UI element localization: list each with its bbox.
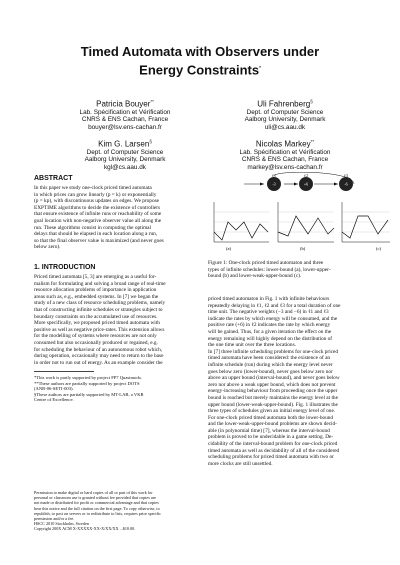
author-email[interactable]: uli@cs.aau.dk: [264, 123, 306, 131]
author-name: Nicolas Markey: [255, 139, 311, 149]
author-name: Uli Fahrenberg: [257, 99, 311, 109]
schedule-panel-a: [214, 202, 269, 251]
abstract-line: in which prices can grow linearly (p = k) or exponentially: [34, 191, 157, 198]
intro-line: that of constructing infinite schedules or strategies subject to: [34, 306, 163, 313]
body-line: bound is reached but merely maintains the energy level at the: [208, 394, 338, 401]
author-affiliation: Lab. Spécification et Vérification: [79, 108, 171, 116]
title-line-2: Energy Constraints: [139, 62, 260, 78]
figure-1: [204, 172, 394, 258]
body-line: zero nor above a weak upper bound, which does not prevent: [208, 381, 336, 388]
intro-line: consumed but also occasionally produced or regained, e.g.: [34, 339, 158, 346]
intro-line: during operation, occasionally may need to return to the base: [34, 353, 164, 360]
intro-line: for the modelling of systems where resources are not only: [34, 333, 157, 340]
author-email[interactable]: bouyer@lsv.ens-cachan.fr: [88, 123, 162, 131]
body-line: more clocks are still unsettled.: [208, 460, 273, 467]
footnote-line: *This work is partly supported by project FP7 Quasimodo.: [34, 375, 143, 380]
author-affiliation: Aalborg University, Denmark: [244, 116, 326, 124]
abstract-line: EXPTIME algorithms to decide the existence of controllers: [34, 204, 161, 211]
author-affiliation: CNRS & ENS Cachan, France: [81, 116, 169, 124]
panel-label: (a): [226, 246, 231, 251]
permission-line: permission and/or a fee.: [34, 516, 75, 522]
author-block-2: Uli Fahrenberg§ Dept. of Computer Science Aalborg University, Denmark uli@cs.aau.dk: [210, 97, 360, 131]
intro-line: resource allocation problems of importance in application: [34, 287, 157, 294]
body-line: infinite schedule (run) during which the energy level never: [208, 361, 333, 368]
body-line: three types of schedules given an initial energy level of one.: [208, 408, 336, 415]
body-line: cidability of the interval-bound problem for one-clock priced: [208, 441, 338, 448]
footnote-line: Centre of Excellence.: [34, 397, 74, 403]
author-email[interactable]: kgl@cs.aau.dk: [103, 163, 146, 171]
author-block-4: Nicolas Markey** Lab. Spécification et Vérification CNRS & ENS Cachan, France markey@lsv.ens-cachan.fr: [210, 137, 360, 171]
intro-line: Priced timed automata [5, 3] are emerging as a useful for-: [34, 274, 157, 280]
author-affiliation: Dept. of Computer Science: [86, 148, 164, 156]
energy-curve-c: [342, 216, 388, 238]
abstract-line: goal location with non-negative observer value all along the: [34, 217, 162, 224]
caption-line: types of infinite schedules: lower-bound (a), lower-upper-: [208, 266, 331, 273]
body-line: goes below zero (lower-bound), never goes below zero nor: [208, 368, 333, 375]
body-line: upper bound (lower-weak-upper-bound). Fig. 1 illustrates the: [208, 401, 338, 408]
intro-line: in order not to run out of energy. As an example consider the: [34, 359, 163, 366]
abstract-text: [34, 185, 197, 251]
footnotes: [34, 375, 199, 403]
permission-line: HSCC 2010 Stockholm, Sweden: [34, 521, 89, 527]
permission-line: bear this notice and the full citation on the first page. To copy otherwise, to: [34, 505, 160, 511]
abstract-heading: ABSTRACT: [34, 175, 73, 182]
body-line: energy remaining will highly depend on the distribution of: [208, 335, 333, 342]
intro-line: More specifically, we proposed priced timed automata with: [34, 320, 160, 327]
state-label: ℓ2: [304, 173, 308, 178]
author-block-1: Patricia Bouyer** Lab. Spécification et Vérification CNRS & ENS Cachan, France bouyer@lsv.ens-cachan.fr: [50, 97, 200, 131]
body-line: positive rate (+6) in ℓ2 indicates the rate by which energy: [208, 322, 331, 329]
rate-label: -3: [272, 181, 276, 187]
paper-title: Timed Automata with Observers under Energy Constraints*: [0, 44, 400, 78]
author-affiliation: CNRS & ENS Cachan, France: [241, 156, 329, 164]
footnote-line: §These authors are partially supported by MT-LAB, a VKR: [34, 391, 144, 397]
body-line: the one time unit over the three locations.: [208, 342, 296, 349]
abstract-line: below zero).: [34, 244, 61, 251]
caption-line: Figure 1: One-clock priced timed automaton and three: [208, 260, 324, 266]
abstract-line: that ensure existence of infinite runs or reachability of some: [34, 211, 162, 218]
intro-line: for scheduling the behaviour of an autonomous robot which,: [34, 346, 163, 353]
body-line: indicate the rates by which energy will be consumed, and the: [208, 315, 338, 322]
permission-line: Copyright 200X ACM X-XXXXX-XX-X/XX/XX ...$10.00.: [34, 526, 136, 532]
permission-notice: [34, 490, 199, 532]
energy-curve-a: [214, 222, 268, 240]
caption-line: bound (b) and lower-weak-upper-bound (c).: [208, 273, 302, 280]
intro-text: [34, 274, 197, 366]
permission-line: Permission to make digital or hard copies of all or part of this work for: [34, 490, 153, 495]
state-label: ℓ3: [344, 173, 348, 178]
abstract-line: (p = kp), with discontinuous updates on edges. We propose: [34, 198, 160, 205]
intro-line: study of a new class of resource scheduling problems, namely: [34, 300, 166, 307]
author-email[interactable]: markey@lsv.ens-cachan.fr: [247, 163, 323, 171]
schedule-panel-b: [278, 202, 334, 251]
body-line: timed automata as well as decidability of all of the considered: [208, 447, 340, 454]
panel-label: (c): [376, 246, 381, 251]
rate-label: -6: [344, 181, 348, 187]
body-line: able (in polynomial time) [7], whereas the interval-bound: [208, 427, 330, 434]
body-line: repeatedly delaying in ℓ1, ℓ2 and ℓ3 for a total duration of one: [208, 302, 341, 309]
permission-line: republish, to post on servers or to redistribute to lists, requires prior specific: [34, 510, 161, 516]
intro-heading: 1. INTRODUCTION: [34, 264, 96, 271]
author-affiliation: Aalborg University, Denmark: [84, 156, 166, 164]
permission-line: personal or classroom use is granted without fee provided that copies are: [34, 495, 156, 501]
body-text-right: [208, 296, 390, 467]
automaton-diagram: [244, 172, 354, 191]
title-line-1: Timed Automata with Observers under: [80, 44, 320, 59]
body-line: In [7] three infinite scheduling problems for one-clock priced: [208, 348, 339, 355]
permission-line: not made or distributed for profit or commercial advantage and that copies: [34, 500, 159, 506]
author-affiliation: Dept. of Computer Science: [246, 108, 324, 116]
body-line: problem is proved to be undecidable in a game setting. De-: [208, 434, 334, 441]
abstract-line: so that the final observer value is maximized (and never goes: [34, 237, 164, 244]
author-block-3: Kim G. Larsen§ Dept. of Computer Science Aalborg University, Denmark kgl@cs.aau.dk: [50, 137, 200, 171]
abstract-line: run. These algorithms consist in computing the optimal: [34, 224, 152, 231]
body-line: For one-clock priced timed automata both the lower-bound: [208, 414, 334, 421]
abstract-line: delays that should be elapsed in each location along a run,: [34, 231, 158, 238]
intro-line: boundary constraints on the accumulated use of resources.: [34, 313, 158, 320]
footnote-line: (ANR-06-SETI-003).: [34, 386, 74, 392]
rate-label: +6: [303, 181, 309, 187]
author-name: Patricia Bouyer: [96, 99, 151, 109]
intro-line: malism for formulating and solving a broad range of real-time: [34, 280, 166, 287]
figure-caption: [208, 260, 388, 280]
state-label: ℓ1: [272, 173, 276, 178]
body-line: timed automata have been considered: the existence of an: [208, 355, 331, 362]
abstract-line: In this paper we study one-clock priced timed automata: [34, 185, 152, 191]
intro-line: areas such as, e.g., embedded systems. In [7] we began the: [34, 293, 159, 300]
energy-curve-b: [278, 216, 334, 236]
body-line: priced timed automaton in Fig. 1 with infinite behaviours: [208, 296, 330, 302]
intro-line: positive as well as negative price-rates. This extension allows: [34, 326, 165, 333]
footnote-rule: [34, 371, 94, 372]
body-line: and the lower-weak-upper-bound problems are shown decid-: [208, 421, 337, 428]
body-line: time unit. The negative weights (−3 and −6) in ℓ1 and ℓ3: [208, 309, 329, 316]
body-line: energy-increasing behaviour from proceeding once the upper: [208, 388, 338, 395]
footnote-line: **These authors are partially supported by project DOTS: [34, 380, 140, 386]
panel-label: (b): [300, 246, 306, 251]
body-line: above an upper bound (interval-bound), and never goes below: [208, 375, 340, 382]
body-line: scheduling problems for priced timed automata with two or: [208, 454, 334, 461]
author-name: Kim G. Larsen: [98, 139, 150, 149]
author-affiliation: Lab. Spécification et Vérification: [239, 148, 331, 156]
schedule-panel-c: [342, 202, 390, 251]
body-line: will be gained. Thus, for a given iteration the effect on the: [208, 328, 332, 335]
